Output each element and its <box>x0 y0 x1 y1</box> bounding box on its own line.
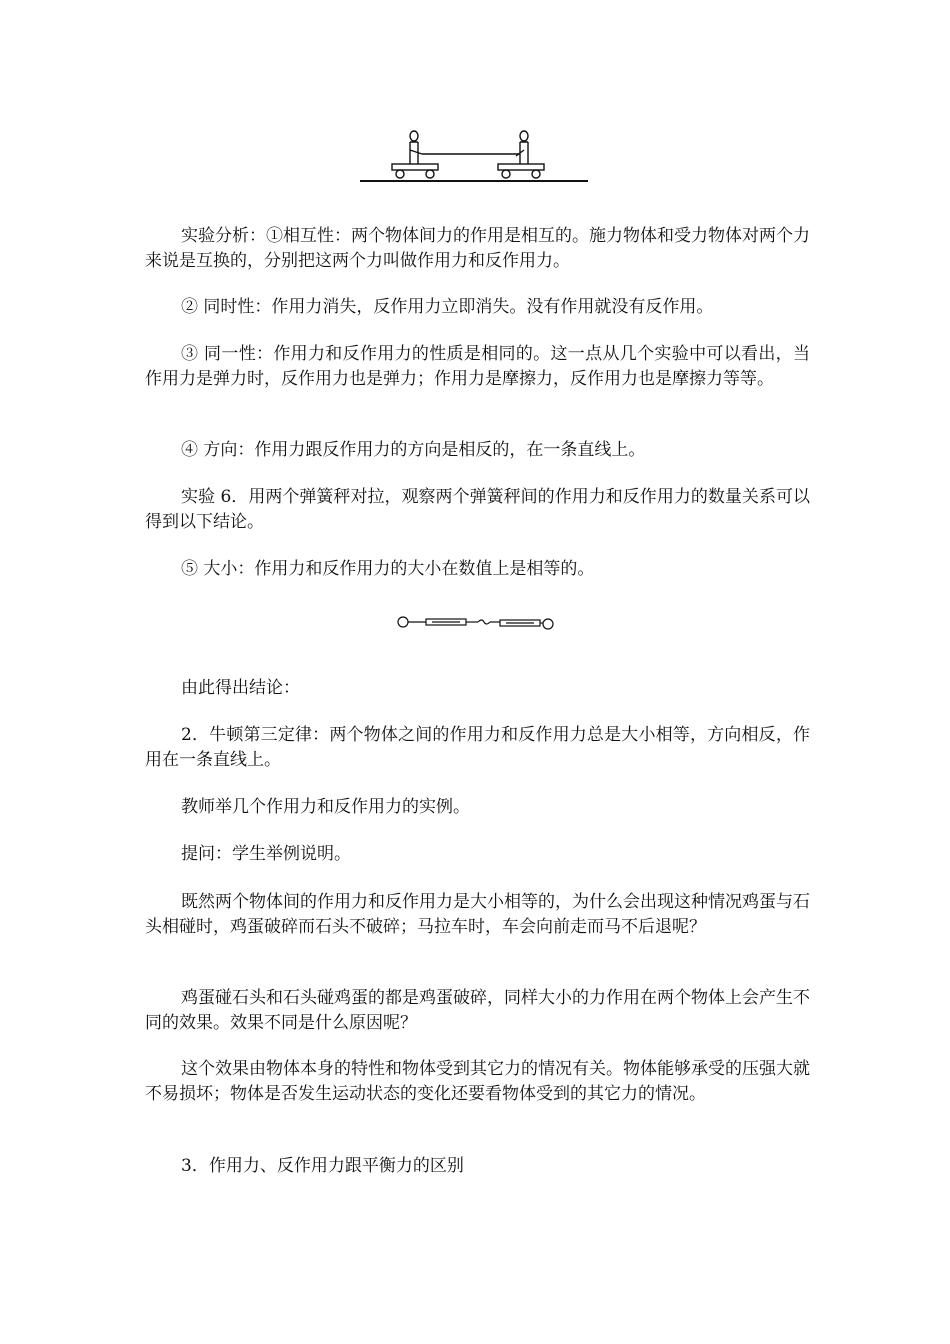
right-cart-wheel <box>532 170 540 178</box>
paragraph-balance-difference: 3．作用力、反作用力跟平衡力的区别 <box>181 1156 464 1176</box>
right-scale-ring <box>543 619 553 629</box>
right-person-head <box>520 131 528 141</box>
paragraph-different-effects: 鸡蛋碰石头和石头碰鸡蛋的都是鸡蛋破碎，同样大小的力作用在两个物体上会产生不同的效果。效果不同是什么原因呢？ <box>145 988 810 1033</box>
paragraph-newton-third-law: 2．牛顿第三定律：两个物体之间的作用力和反作用力总是大小相等，方向相反，作用在一条直线上。 <box>145 725 810 770</box>
paragraph-mutuality: 实验分析：①相互性：两个物体间力的作用是相互的。施力物体和受力物体对两个力来说是互换的，分别把这两个力叫做作用力和反作用力。 <box>145 226 810 271</box>
left-scale-ring <box>398 617 408 627</box>
right-person-body <box>516 142 528 164</box>
left-cart-wheel <box>426 170 434 178</box>
left-person-body <box>410 142 422 164</box>
paragraph-experiment-6: 实验 6．用两个弹簧秤对拉，观察两个弹簧秤间的作用力和反作用力的数量关系可以得到以下结论。 <box>145 487 810 532</box>
spring-scales-figure <box>396 612 556 636</box>
hooks <box>478 620 490 624</box>
left-cart-wheel <box>396 170 404 178</box>
paragraph-simultaneity: ② 同时性：作用力消失，反作用力立即消失。没有作用就没有反作用。 <box>181 297 714 317</box>
paragraph-explanation: 这个效果由物体本身的特性和物体受到其它力的情况有关。物体能够承受的压强大就不易损坏；物体是否发生运动状态的变化还要看物体受到的其它力的情况。 <box>145 1059 810 1104</box>
paragraph-direction: ④ 方向：作用力跟反作用力的方向是相反的，在一条直线上。 <box>181 440 646 460</box>
left-person-head <box>410 131 418 141</box>
paragraph-teacher-examples: 教师举几个作用力和反作用力的实例。 <box>181 797 470 817</box>
paragraph-egg-stone: 既然两个物体间的作用力和反作用力是大小相等的，为什么会出现这种情况鸡蛋与石头相碰时，鸡蛋破碎而石头不破碎；马拉车时，车会向前走而马不后退呢？ <box>145 892 810 937</box>
paragraph-question: 提问：学生举例说明。 <box>181 844 351 864</box>
right-cart-wheel <box>502 170 510 178</box>
paragraph-sameness: ③ 同一性：作用力和反作用力的性质是相同的。这一点从几个实验中可以看出，当作用力是弹力时，反作用力也是弹力；作用力是摩擦力，反作用力也是摩擦力等等。 <box>145 344 810 389</box>
paragraph-conclusion: 由此得出结论： <box>181 678 300 698</box>
left-cart <box>392 164 438 170</box>
right-cart <box>498 164 544 170</box>
paragraph-magnitude: ⑤ 大小：作用力和反作用力的大小在数值上是相等的。 <box>181 559 595 579</box>
carts-rope-figure <box>358 126 590 186</box>
